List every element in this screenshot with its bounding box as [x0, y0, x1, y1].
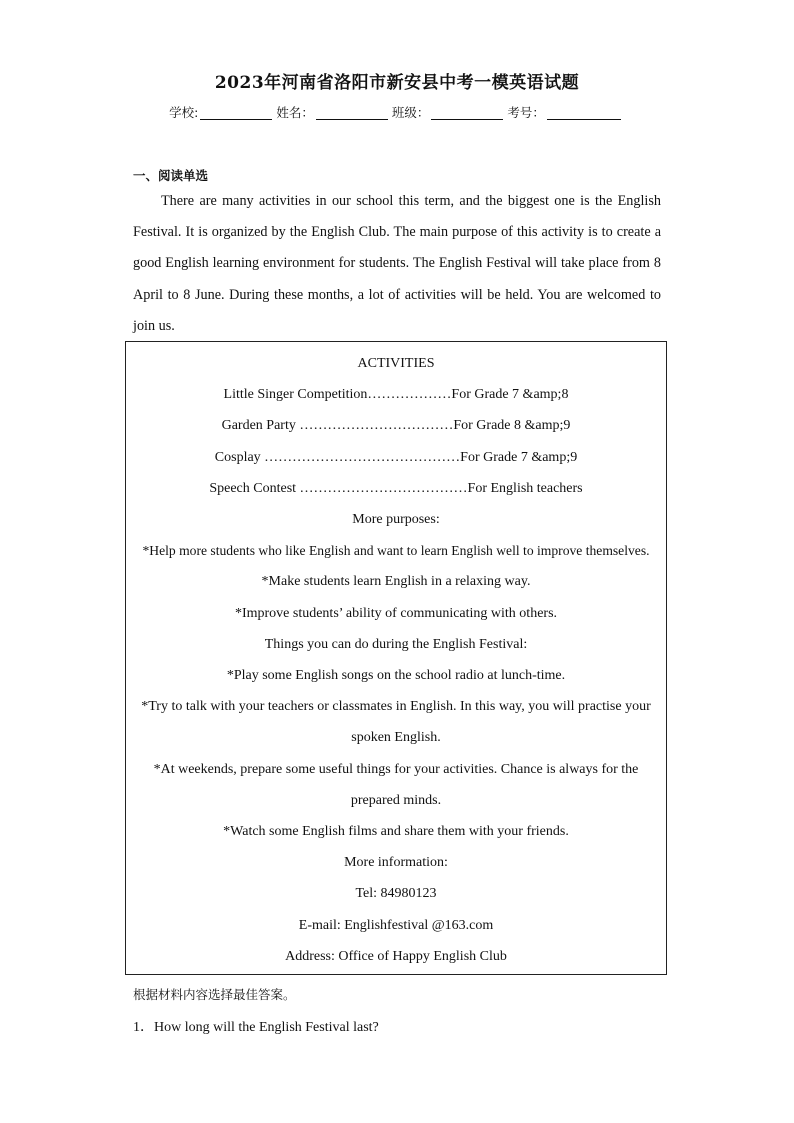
purpose-item: *Improve students’ ability of communicating with others. [234, 605, 558, 621]
thing-item: *Watch some English films and share them with your friends. [223, 824, 569, 840]
number-label: 考号： [507, 105, 545, 120]
class-label: 班级： [391, 105, 430, 120]
page-title: 2023年河南省洛阳市新安县中考一模英语试题 [214, 73, 580, 93]
activity-item: Speech Contest ………………………………For English teachers [209, 480, 583, 496]
purpose-item: *Make students learn English in a relaxing way. [261, 574, 531, 590]
school-blank[interactable] [200, 105, 272, 120]
thing-item: *Try to talk with your teachers or classmates in English. In this way, you will practise your spoken English. [141, 699, 651, 746]
notice-box [125, 341, 667, 975]
activity-item: Little Singer Competition………………For Grade 7 &amp;8 [223, 387, 569, 403]
thing-item: *Play some English songs on the school radio at lunch-time. [226, 668, 566, 684]
class-blank[interactable] [431, 105, 503, 120]
activities-heading: ACTIVITIES [357, 356, 435, 371]
purpose-item: *Help more students who like English and want to learn English well to improve themselves. [142, 543, 650, 559]
activity-item: Garden Party ……………………………For Grade 8 &amp;9 [221, 418, 571, 434]
reading-passage: There are many activities in our school this term, and the biggest one is the English Festival. It is organized by the English Club. The main purpose of this activity is to create a good English learning environment for students. The English Festival will take place from 8 April to 8 June. During these months, a lot of activities will be held. You are welcomed to join us. [133, 193, 661, 334]
number-blank[interactable] [547, 105, 621, 120]
student-info-line [0, 103, 794, 121]
section-heading: 一、阅读单选 [133, 168, 209, 183]
name-label: 姓名： [276, 105, 314, 120]
name-blank[interactable] [316, 105, 388, 120]
question-1: 1．How long will the English Festival last? [133, 1020, 379, 1035]
school-label: 学校: [169, 105, 199, 120]
info-heading: More information: [344, 855, 448, 871]
activity-item: Cosplay ……………………………………For Grade 7 &amp;9 [214, 449, 578, 465]
things-heading: Things you can do during the English Festival: [264, 636, 528, 652]
instruction-text: 根据材料内容选择最佳答案。 [133, 987, 296, 1002]
email-line: E-mail: Englishfestival @163.com [298, 917, 494, 933]
purposes-heading: More purposes: [352, 512, 440, 528]
address-line: Address: Office of Happy English Club [285, 948, 507, 964]
tel-line: Tel: 84980123 [355, 886, 437, 902]
thing-item: *At weekends, prepare some useful things for your activities. Chance is always for the prepared minds. [153, 761, 639, 808]
